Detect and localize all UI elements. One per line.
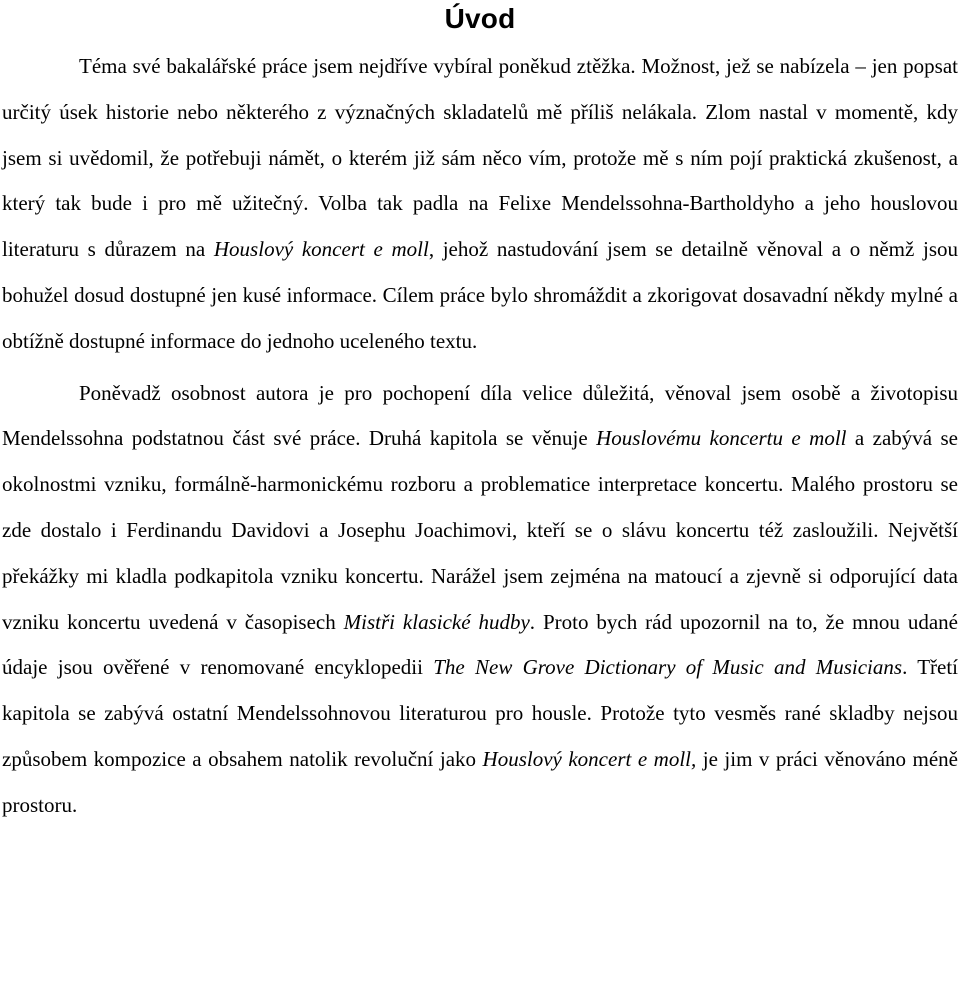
paragraph-intro-text-2: , jehož nastudování jsem se detailně věnoval a o němž jsou bohužel dosud dostupné jen kusé informace. Cílem práce bylo shromáždit a zkorigovat dosavadní někdy mylné a obtížně dostupné informace do jednoho uceleného textu. (2, 237, 958, 353)
paragraph-structure-text-4: . Třetí kapitola se zabývá ostatní Mendelssohnovou literaturou pro housle. Protože tyto vesměs rané skladby nejsou způsobem kompozice a obsahem natolik revoluční jako (2, 655, 959, 771)
paragraph-structure-text-3: . Proto bych rád upozornil na to, že mnou udané údaje jsou ověřené v renomované encyklopedii (2, 609, 958, 680)
paragraph-structure-text-2: a zabývá se okolnostmi vzniku, formálně-harmonickému rozboru a problematice interpretace koncertu. Malého prostoru se zde dostalo i Ferdinandu Davidovi a Josephu Joachimovi, kteří se o slávu koncertu též zasloužili. Největší překážky mi kladla podkapitola vzniku koncertu. Narážel jsem zejména na matoucí a zjevně si odporující data vzniku koncertu uvedená v časopisech (2, 426, 958, 634)
page-title: Úvod (444, 3, 516, 34)
paragraph-intro-text-1: Téma své bakalářské práce jsem nejdříve vybíral poněkud ztěžka. Možnost, jež se nabízela – jen popsat určitý úsek historie nebo některého z význačných skladatelů mě příliš nelákala. Zlom nastal v momentě, kdy jsem si uvědomil, že potřebuji námět, o kterém již sám něco vím, protože mě s ním pojí praktická zkušenost, a který tak bude i pro mě užitečný. Volba tak padla na Felixe Mendelssohna-Bartholdyho a jeho houslovou literaturu s důrazem na (2, 54, 958, 262)
work-title-violin-concerto-2: Houslový koncert e moll, (482, 746, 697, 771)
work-title-encyclopedia: The New Grove Dictionary of Music and Musicians (433, 655, 903, 680)
paragraph-intro (2, 44, 958, 365)
paragraph-structure-text-1: Poněvadž osobnost autora je pro pochopení díla velice důležitá, věnoval jsem osobě a životopisu Mendelssohna podstatnou část své práce. Druhá kapitola se věnuje (2, 380, 958, 451)
paragraph-structure-text-5: je jim v práci věnováno méně prostoru. (2, 746, 958, 817)
paragraph-structure (2, 371, 958, 829)
work-title-violin-concerto: Houslový koncert e moll (213, 237, 429, 262)
work-title-magazine: Mistři klasické hudby (343, 609, 530, 634)
work-title-violin-concerto-dative: Houslovému koncertu e moll (596, 426, 847, 451)
